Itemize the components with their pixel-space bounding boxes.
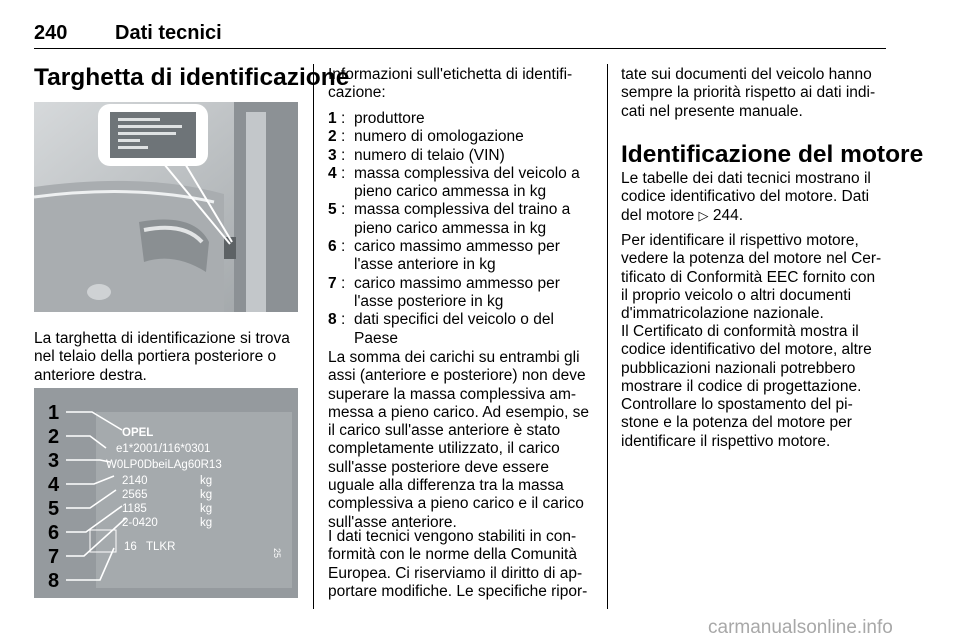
engine-id-paragraph-1: Le tabelle dei dati tecnici mostrano il codice identificativo del motore. Dati del motore ▷ 244. [621, 170, 871, 224]
watermark: carmanualsonline.info [708, 617, 893, 638]
list-item: 7 : carico massimo ammesso per l'asse posteriore in kg [328, 274, 560, 310]
list-item: 4 : massa complessiva del veicolo a pieno carico ammessa in kg [328, 164, 580, 201]
plate-info-list [328, 110, 596, 348]
plate-mass-value-2: 2565 [122, 489, 148, 501]
list-item: 8 : dati specifici del veicolo o del Paese [328, 311, 554, 347]
list-item: 2 : numero di omologazione [328, 128, 524, 146]
plate-callout-8: 8 [48, 570, 60, 592]
plate-mass-value-3: 1185 [122, 503, 147, 515]
plate-mass-unit-2: kg [200, 489, 213, 501]
plate-bottom-code: TLKR [146, 541, 176, 553]
list-item: 5 : massa complessiva del traino a pieno carico ammessa in kg [328, 201, 571, 237]
plate-callout-5: 5 [48, 498, 60, 520]
list-item: 6 : carico massimo ammesso per l'asse anteriore in kg [328, 238, 560, 274]
plate-callout-7: 7 [48, 546, 60, 568]
eu-standards-paragraph: I dati tecnici vengono stabiliti in con- formità con le norme della Comunità Europea. Ci riserviamo il diritto di ap- portare modifiche. Le specifiche ripor- [328, 528, 588, 600]
identification-plate-image [34, 388, 298, 598]
page-number: 240 [34, 22, 68, 44]
plate-callout-3: 3 [48, 450, 60, 472]
plate-approval-number: e1*2001/116*0301 [116, 443, 211, 455]
plate-bottom-number: 16 [124, 541, 137, 553]
plate-side-code: 25 [272, 548, 282, 559]
axle-load-paragraph: La somma dei carichi su entrambi gli assi (anteriore e posteriore) non deve superare la massa complessiva am- messa a pieno carico. Ad esempio, se il carico sull'asse anteriore è stato completamente utilizzato, il carico sull'asse posteriore deve essere uguale alla differenza tra la massa complessiva a pieno carico e il carico sull'asse anteriore. [328, 349, 590, 531]
list-item: 1 : produttore [328, 110, 425, 127]
plate-mass-unit-4: kg [200, 517, 213, 529]
plate-callout-2: 2 [48, 426, 60, 448]
plate-mass-unit-3: kg [200, 503, 213, 515]
door-frame-illustration [34, 102, 298, 312]
engine-id-paragraph-2: Per identificare il rispettivo motore, vedere la potenza del motore nel Cer- tificato di Conformità EEC fornito con il proprio veicolo o altri documenti d'immatricolazione nazionale. [621, 232, 882, 323]
plate-mass-value-4: 2-0420 [122, 517, 158, 529]
engine-id-paragraph-3: Il Certificato di conformità mostra il codice identificativo del motore, altre pubblicazioni nazionali potrebbero mostrare il codice di progettazione. Controllare lo spostamento del pi- stone e la potenza del motore per identificare il rispettivo motore. [621, 323, 872, 450]
plate-mass-unit-1: kg [200, 475, 213, 487]
section-title-engine-id: Identificazione del motore [621, 141, 924, 168]
column-divider-1 [313, 64, 314, 609]
plate-mass-value-1: 2140 [122, 475, 148, 487]
list-item: 3 : numero di telaio (VIN) [328, 146, 505, 164]
page-reference-arrow-icon: ▷ [698, 207, 709, 223]
plate-callout-1: 1 [48, 402, 60, 424]
photo-caption: La targhetta di identificazione si trova nel telaio della portiera posteriore o anteriore destra. [34, 330, 290, 384]
section-title-id-plate: Targhetta di identificazione [34, 64, 350, 91]
plate-callout-6: 6 [48, 522, 60, 544]
identification-plate-illustration [34, 388, 298, 598]
chapter-title: Dati tecnici [115, 22, 222, 44]
plate-brand: OPEL [122, 427, 154, 439]
plate-vin: W0LP0DbeiLAg60R13 [106, 459, 222, 471]
header-rule [34, 48, 886, 49]
eu-standards-continuation: tate sui documenti del veicolo hanno sempre la priorità rispetto ai dati indi- cati nel presente manuale. [621, 66, 876, 120]
plate-info-intro: Informazioni sull'etichetta di identifi- cazione: [328, 66, 573, 102]
plate-callout-4: 4 [48, 474, 60, 496]
engine-data-reference: del motore ▷ 244. [621, 206, 744, 224]
column-divider-2 [607, 64, 608, 609]
door-frame-photo [34, 102, 298, 312]
